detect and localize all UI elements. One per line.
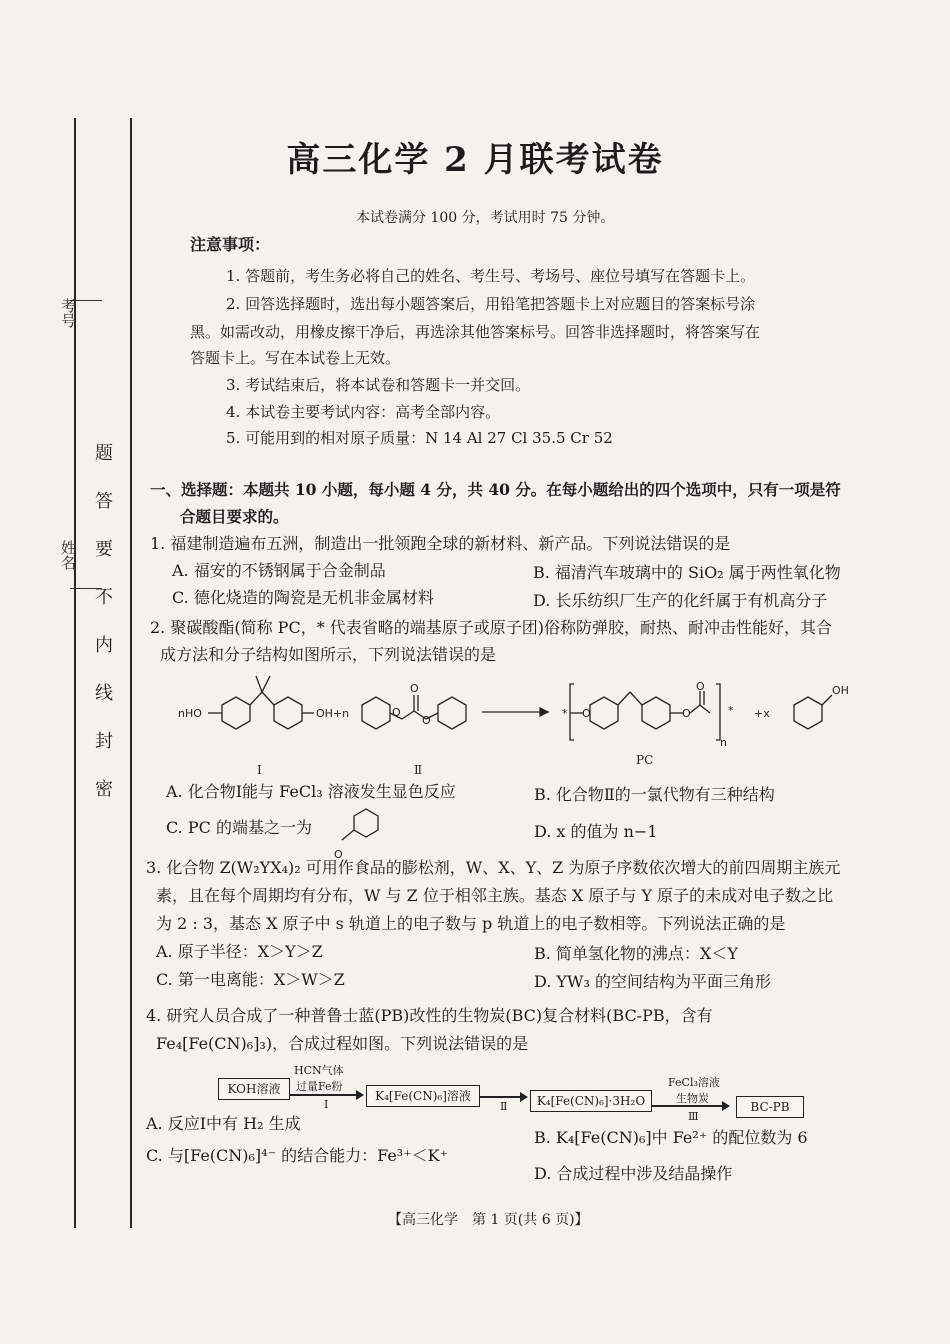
svg-text:O: O <box>696 680 705 693</box>
q2-option-a: A. 化合物Ⅰ能与 FeCl₃ 溶液发生显色反应 <box>166 782 456 801</box>
q1-option-c: C. 德化烧造的陶瓷是无机非金属材料 <box>172 588 434 607</box>
svg-text:O: O <box>422 714 431 727</box>
q2-stem-cont: 成方法和分子结构如图所示，下列说法错误的是 <box>160 645 497 664</box>
q3-option-b: B. 简单氢化物的沸点：X＜Y <box>534 944 738 963</box>
exam-title: 高三化学 2 月联考试卷 <box>286 140 664 180</box>
phenoxy-end-group <box>318 806 398 862</box>
q2-stem: 2. 聚碳酸酯(简称 PC，* 代表省略的端基原子或原子团)俗称防弹胶，耐热、耐冲击性能好，其合 <box>150 618 833 637</box>
seal-char: 封 <box>95 731 113 752</box>
svg-text:+x: +x <box>754 707 770 720</box>
notice-line: 4. 本试卷主要考试内容：高考全部内容。 <box>226 403 501 421</box>
seal-char: 题 <box>95 443 113 464</box>
flow-step1-bottom: 过量Fe粉 <box>296 1080 343 1093</box>
q2-reaction-scheme <box>160 662 880 780</box>
flow-arrow-1 <box>290 1094 362 1096</box>
flow-box-koh: KOH溶液 <box>218 1078 290 1100</box>
seal-char: 密 <box>95 779 113 800</box>
section-heading-cont: 合题目要求的。 <box>180 507 289 526</box>
q2-option-c: C. PC 的端基之一为 <box>166 818 312 837</box>
svg-text:OH+n: OH+n <box>316 707 350 720</box>
q1-stem: 1. 福建制造遍布五洲，制造出一批领跑全球的新材料、新产品。下列说法错误的是 <box>150 534 731 553</box>
q3-option-d: D. YW₃ 的空间结构为平面三角形 <box>534 972 771 991</box>
notice-line: 黑。如需改动，用橡皮擦干净后，再选涂其他答案标号。回答非选择题时，将答案写在 <box>190 323 761 341</box>
section-heading: 一、选择题：本题共 10 小题，每小题 4 分，共 40 分。在每小题给出的四个选项中，只有一项是符 <box>150 480 841 499</box>
binding-line-outer <box>74 118 76 1228</box>
svg-text:n: n <box>720 736 727 749</box>
svg-text:O: O <box>392 706 401 719</box>
flow-arrow-2 <box>480 1096 526 1098</box>
seal-char: 线 <box>95 683 113 704</box>
label-I: Ⅰ <box>257 763 262 777</box>
flow-box-k4-hydrate: K₄[Fe(CN)₆]·3H₂O <box>530 1090 652 1112</box>
q4-stem: 4. 研究人员合成了一种普鲁士蓝(PB)改性的生物炭(BC)复合材料(BC-PB，含有 <box>146 1006 713 1025</box>
q4-option-a: A. 反应Ⅰ中有 H₂ 生成 <box>146 1114 301 1133</box>
notice-line: 答题卡上。写在本试卷上无效。 <box>190 349 401 367</box>
label-II: Ⅱ <box>414 763 423 777</box>
q2-option-b: B. 化合物Ⅱ的一氯代物有三种结构 <box>534 785 775 804</box>
q3-stem-cont: 为 2 : 3，基态 X 原子中 s 轨道上的电子数与 p 轨道上的电子数相等。下列说法正确的是 <box>156 914 786 933</box>
svg-text:OH: OH <box>832 684 849 697</box>
notice-line: 1. 答题前，考生务必将自己的姓名、考生号、考场号、座位号填写在答题卡上。 <box>226 267 756 285</box>
flow-box-bcpb: BC-PB <box>736 1096 804 1118</box>
svg-text:O: O <box>410 682 419 695</box>
q3-option-a: A. 原子半径：X＞Y＞Z <box>156 942 323 961</box>
q1-option-b: B. 福清汽车玻璃中的 SiO₂ 属于两性氧化物 <box>533 563 841 582</box>
q4-option-b: B. K₄[Fe(CN)₆]中 Fe²⁺ 的配位数为 6 <box>534 1128 808 1147</box>
flow-step2-num: Ⅱ <box>500 1100 508 1113</box>
q3-stem-cont: 素，且在每个周期均有分布，W 与 Z 位于相邻主族。基态 X 原子与 Y 原子的未成对电子数之比 <box>156 886 834 905</box>
svg-text:*: * <box>728 704 734 717</box>
q3-option-c: C. 第一电离能：X＞W＞Z <box>156 970 345 989</box>
seal-char: 答 <box>95 491 113 512</box>
flow-box-k4-solution: K₄[Fe(CN)₆]溶液 <box>366 1085 480 1107</box>
seal-char: 内 <box>95 635 113 656</box>
q1-option-a: A. 福安的不锈钢属于合金制品 <box>172 561 386 580</box>
flow-step3-top: FeCl₃溶液 <box>668 1076 720 1089</box>
binding-line-inner <box>130 118 132 1228</box>
q3-stem: 3. 化合物 Z(W₂YX₄)₂ 可用作食品的膨松剂，W、X、Y、Z 为原子序数依次增大的前四周期主族元 <box>146 858 841 877</box>
svg-text:nHO: nHO <box>178 707 202 720</box>
seal-char: 不 <box>95 587 113 608</box>
seal-char: 要 <box>95 539 113 560</box>
notice-line: 5. 可能用到的相对原子质量：N 14 Al 27 Cl 35.5 Cr 52 <box>226 429 613 447</box>
svg-text:*: * <box>562 707 568 720</box>
q4-option-d: D. 合成过程中涉及结晶操作 <box>534 1164 733 1183</box>
page-footer: 【高三化学 第 1 页(共 6 页)】 <box>388 1212 589 1228</box>
label-PC: PC <box>636 753 654 767</box>
q2-option-d: D. x 的值为 n−1 <box>534 822 658 841</box>
flow-step3-bottom: 生物炭 <box>676 1092 709 1105</box>
svg-text:O: O <box>582 707 591 720</box>
exam-info: 本试卷满分 100 分，考试用时 75 分钟。 <box>356 210 615 226</box>
flow-step3-num: Ⅲ <box>688 1110 699 1123</box>
q1-option-d: D. 长乐纺织厂生产的化纤属于有机高分子 <box>533 591 828 610</box>
notice-heading: 注意事项： <box>190 235 271 254</box>
notice-line: 3. 考试结束后，将本试卷和答题卡一并交回。 <box>226 376 531 394</box>
student-id-label: 考号 <box>59 298 77 328</box>
svg-text:O: O <box>334 848 343 861</box>
flow-step1-num: Ⅰ <box>324 1098 329 1111</box>
flow-arrow-3 <box>652 1105 728 1107</box>
notice-line: 2. 回答选择题时，选出每小题答案后，用铅笔把答题卡上对应题目的答案标号涂 <box>226 295 756 313</box>
svg-text:O: O <box>682 707 691 720</box>
name-label: 姓名 <box>59 540 77 570</box>
flow-step1-top: HCN气体 <box>294 1064 344 1077</box>
seal-notice <box>92 430 116 814</box>
q4-stem-cont: Fe₄[Fe(CN)₆]₃)，合成过程如图。下列说法错误的是 <box>156 1034 529 1053</box>
q4-option-c: C. 与[Fe(CN)₆]⁴⁻ 的结合能力：Fe³⁺＜K⁺ <box>146 1146 449 1165</box>
